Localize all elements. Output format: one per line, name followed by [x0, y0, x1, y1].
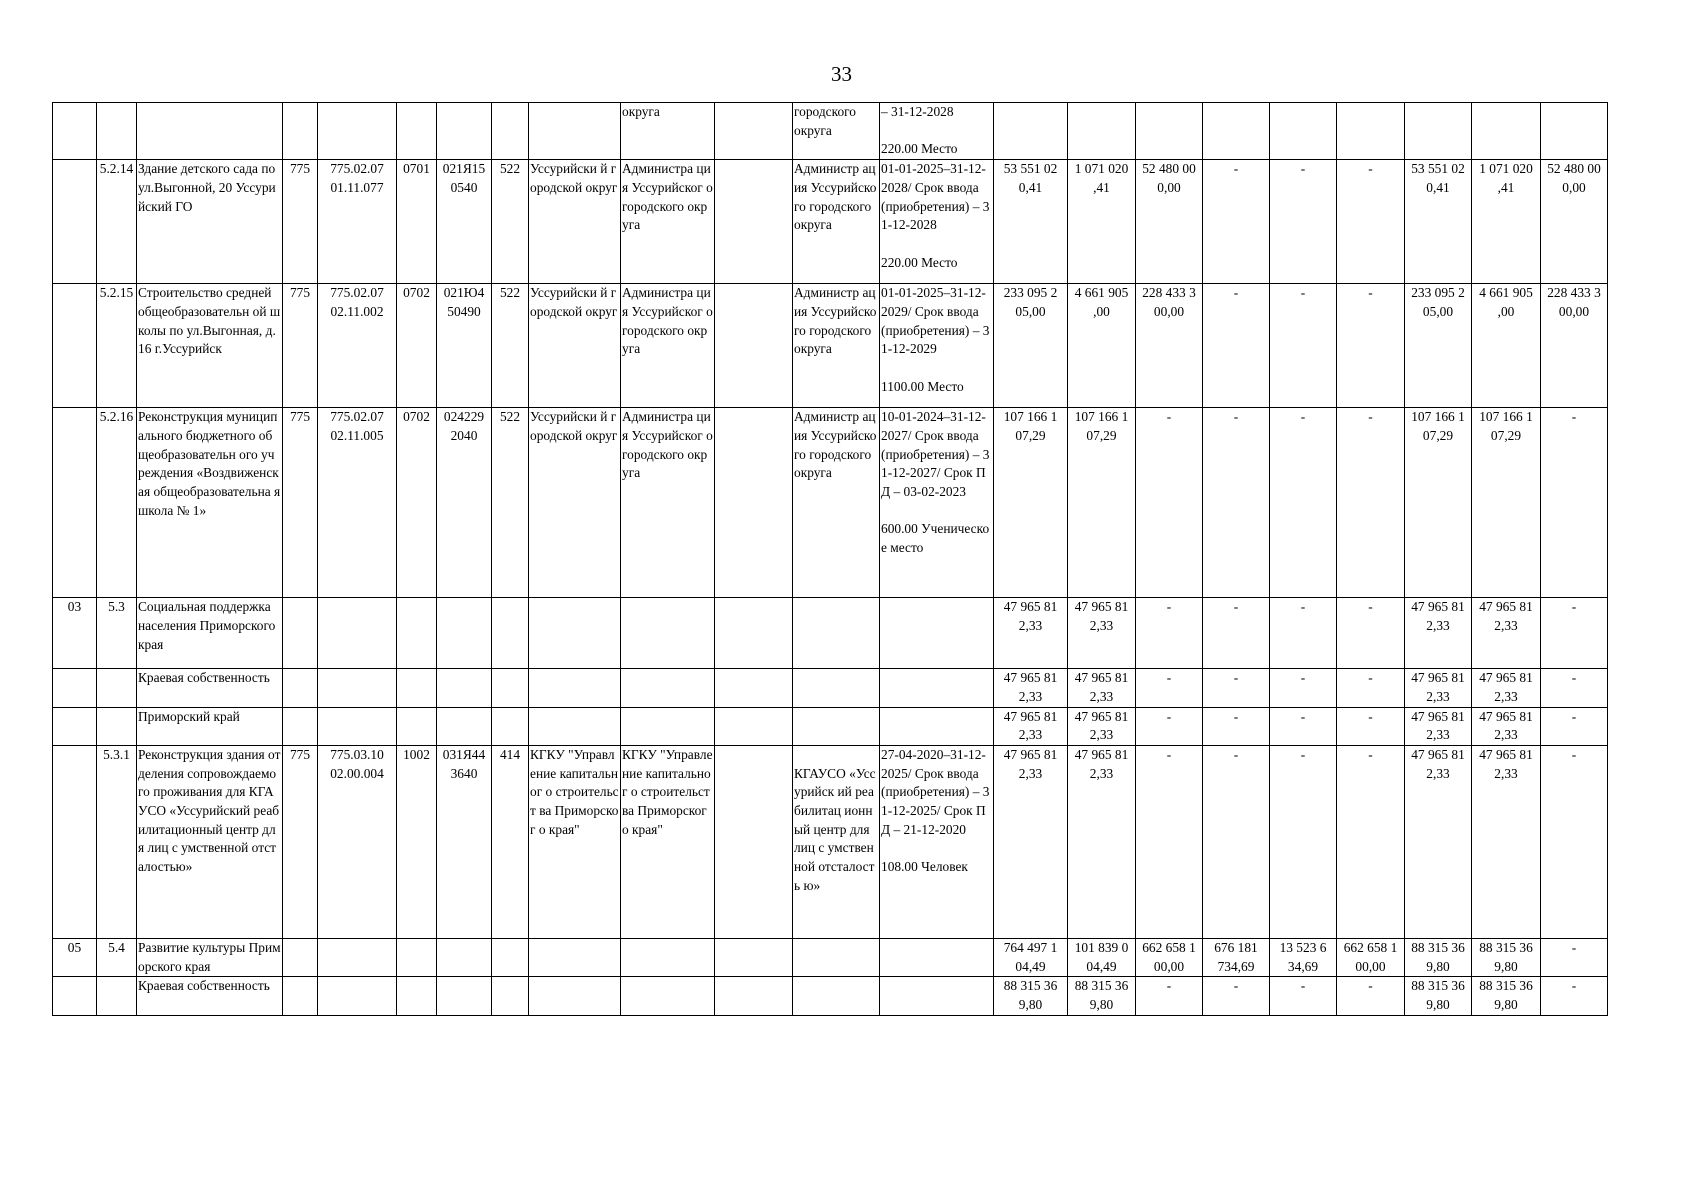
sum-h-cell: - — [1541, 745, 1608, 938]
type-cell — [492, 977, 529, 1015]
sum-g-cell: 47 965 81 2,33 — [1472, 745, 1541, 938]
sum-c-cell: - — [1203, 408, 1270, 598]
owner-cell — [793, 669, 880, 707]
name-cell: Реконструкция здания отделения сопровождаемого проживания для КГАУСО «Уссурийский реабилитационный центр для лиц с умственной отсталостью» — [137, 745, 283, 938]
code-cell — [53, 160, 97, 284]
sum-a-cell: 47 965 81 2,33 — [1068, 707, 1136, 745]
sum-f-cell: 88 315 36 9,80 — [1405, 977, 1472, 1015]
sum-c-cell: - — [1203, 598, 1270, 669]
sum-g-cell: 47 965 81 2,33 — [1472, 707, 1541, 745]
developer-cell: Администра ция Уссурийског о городского округа — [621, 160, 715, 284]
sum-e-cell: - — [1337, 707, 1405, 745]
owner-cell — [793, 977, 880, 1015]
name-cell: Приморский край — [137, 707, 283, 745]
section-cell: 1002 — [397, 745, 437, 938]
sum-d-cell: 13 523 6 34,69 — [1270, 938, 1337, 976]
sum-g-cell: 88 315 36 9,80 — [1472, 938, 1541, 976]
number-cell: 5.2.14 — [97, 160, 137, 284]
sum-d-cell: - — [1270, 707, 1337, 745]
target-cell: 021Ю4 50490 — [437, 284, 492, 408]
table-body — [53, 103, 1608, 1016]
term-cell: 10-01-2024–31-12-2027/ Срок ввода (приобретения) – 31-12-2027/ Срок ПД – 03-02-2023 600.00 Ученическое место — [880, 408, 994, 598]
table-row — [53, 598, 1608, 669]
sum-a-cell: 101 839 0 04,49 — [1068, 938, 1136, 976]
sum-b-cell: - — [1136, 977, 1203, 1015]
code-full-cell: 775.02.07 02.11.005 — [318, 408, 397, 598]
total-cell: 53 551 02 0,41 — [994, 160, 1068, 284]
total-cell: 107 166 1 07,29 — [994, 408, 1068, 598]
grbs-cell — [283, 598, 318, 669]
sum-a-cell: 107 166 1 07,29 — [1068, 408, 1136, 598]
page-number: 33 — [831, 62, 852, 86]
number-cell: 5.3.1 — [97, 745, 137, 938]
empty-cell — [715, 408, 793, 598]
customer-cell — [529, 103, 621, 160]
customer-cell: Уссурийски й городской округ — [529, 284, 621, 408]
owner-cell: Администр ация Уссурийско го городского округа — [793, 284, 880, 408]
table-row — [53, 160, 1608, 284]
customer-cell: КГКУ "Управление капитальног о строительст ва Приморског о края" — [529, 745, 621, 938]
total-cell: 88 315 36 9,80 — [994, 977, 1068, 1015]
code-full-cell — [318, 938, 397, 976]
sum-f-cell: 53 551 02 0,41 — [1405, 160, 1472, 284]
sum-h-cell: - — [1541, 977, 1608, 1015]
sum-b-cell: - — [1136, 598, 1203, 669]
owner-cell: городского округа — [793, 103, 880, 160]
type-cell: 522 — [492, 284, 529, 408]
empty-cell — [715, 707, 793, 745]
sum-c-cell: - — [1203, 977, 1270, 1015]
sum-d-cell: - — [1270, 977, 1337, 1015]
sum-b-cell: 662 658 1 00,00 — [1136, 938, 1203, 976]
sum-e-cell: - — [1337, 598, 1405, 669]
owner-cell: Администр ация Уссурийско го городского округа — [793, 160, 880, 284]
total-cell: 47 965 81 2,33 — [994, 745, 1068, 938]
name-cell: Реконструкция муниципального бюджетного общеобразовательн ого учреждения «Воздвиженская общеобразовательна я школа № 1» — [137, 408, 283, 598]
code-full-cell — [318, 707, 397, 745]
type-cell: 522 — [492, 160, 529, 284]
section-cell: 0702 — [397, 408, 437, 598]
developer-cell: КГКУ "Управление капитальног о строительст ва Приморског о края" — [621, 745, 715, 938]
developer-cell — [621, 938, 715, 976]
sum-h-cell: - — [1541, 707, 1608, 745]
sum-e-cell: - — [1337, 408, 1405, 598]
sum-a-cell: 47 965 81 2,33 — [1068, 598, 1136, 669]
sum-g-cell: 47 965 81 2,33 — [1472, 598, 1541, 669]
sum-h-cell: - — [1541, 408, 1608, 598]
term-cell: 27-04-2020–31-12-2025/ Срок ввода (приобретения) – 31-12-2025/ Срок ПД – 21-12-2020 108.00 Человек — [880, 745, 994, 938]
sum-d-cell — [1270, 103, 1337, 160]
name-cell — [137, 103, 283, 160]
sum-e-cell: - — [1337, 284, 1405, 408]
table-row — [53, 938, 1608, 976]
developer-cell: Администра ция Уссурийског о городского округа — [621, 284, 715, 408]
code-cell — [53, 103, 97, 160]
sum-g-cell: 1 071 020 ,41 — [1472, 160, 1541, 284]
code-cell — [53, 669, 97, 707]
total-cell: 764 497 1 04,49 — [994, 938, 1068, 976]
developer-cell — [621, 598, 715, 669]
grbs-cell: 775 — [283, 160, 318, 284]
sum-f-cell: 88 315 36 9,80 — [1405, 938, 1472, 976]
customer-cell — [529, 669, 621, 707]
sum-f-cell — [1405, 103, 1472, 160]
sum-g-cell — [1472, 103, 1541, 160]
empty-cell — [715, 598, 793, 669]
section-cell — [397, 938, 437, 976]
section-cell: 0701 — [397, 160, 437, 284]
name-cell: Краевая собственность — [137, 977, 283, 1015]
term-cell — [880, 598, 994, 669]
term-cell: 01-01-2025–31-12-2028/ Срок ввода (приобретения) – 31-12-2028 220.00 Место — [880, 160, 994, 284]
sum-f-cell: 47 965 81 2,33 — [1405, 669, 1472, 707]
number-cell: 5.4 — [97, 938, 137, 976]
sum-e-cell: 662 658 1 00,00 — [1337, 938, 1405, 976]
sum-c-cell: - — [1203, 707, 1270, 745]
sum-b-cell — [1136, 103, 1203, 160]
code-cell — [53, 408, 97, 598]
sum-e-cell — [1337, 103, 1405, 160]
developer-cell — [621, 977, 715, 1015]
sum-b-cell: - — [1136, 707, 1203, 745]
sum-b-cell: 228 433 3 00,00 — [1136, 284, 1203, 408]
target-cell — [437, 977, 492, 1015]
code-full-cell — [318, 103, 397, 160]
term-cell — [880, 707, 994, 745]
empty-cell — [715, 669, 793, 707]
type-cell: 522 — [492, 408, 529, 598]
sum-h-cell: 228 433 3 00,00 — [1541, 284, 1608, 408]
table-row — [53, 977, 1608, 1015]
total-cell: 47 965 81 2,33 — [994, 669, 1068, 707]
target-cell — [437, 103, 492, 160]
sum-h-cell: - — [1541, 598, 1608, 669]
type-cell — [492, 707, 529, 745]
customer-cell — [529, 977, 621, 1015]
sum-d-cell: - — [1270, 408, 1337, 598]
sum-f-cell: 47 965 81 2,33 — [1405, 707, 1472, 745]
sum-a-cell: 88 315 36 9,80 — [1068, 977, 1136, 1015]
sum-b-cell: 52 480 00 0,00 — [1136, 160, 1203, 284]
section-cell: 0702 — [397, 284, 437, 408]
table-row — [53, 707, 1608, 745]
term-cell — [880, 669, 994, 707]
table-row — [53, 284, 1608, 408]
sum-f-cell: 233 095 2 05,00 — [1405, 284, 1472, 408]
grbs-cell: 775 — [283, 745, 318, 938]
table-row — [53, 408, 1608, 598]
target-cell: 021Я15 0540 — [437, 160, 492, 284]
name-cell: Строительство средней общеобразовательн ой школы по ул.Выгонная, д.16 г.Уссурийск — [137, 284, 283, 408]
code-cell: 05 — [53, 938, 97, 976]
sum-d-cell: - — [1270, 745, 1337, 938]
owner-cell: Администр ация Уссурийско го городского округа — [793, 408, 880, 598]
table-row — [53, 669, 1608, 707]
number-cell — [97, 669, 137, 707]
code-full-cell — [318, 669, 397, 707]
section-cell — [397, 977, 437, 1015]
grbs-cell — [283, 707, 318, 745]
sum-g-cell: 4 661 905 ,00 — [1472, 284, 1541, 408]
sum-d-cell: - — [1270, 598, 1337, 669]
sum-a-cell — [1068, 103, 1136, 160]
name-cell: Развитие культуры Приморского края — [137, 938, 283, 976]
sum-f-cell: 47 965 81 2,33 — [1405, 598, 1472, 669]
term-cell: – 31-12-2028 220.00 Место — [880, 103, 994, 160]
empty-cell — [715, 103, 793, 160]
sum-h-cell: 52 480 00 0,00 — [1541, 160, 1608, 284]
table-row — [53, 103, 1608, 160]
name-cell: Социальная поддержка населения Приморского края — [137, 598, 283, 669]
term-cell — [880, 977, 994, 1015]
developer-cell — [621, 707, 715, 745]
empty-cell — [715, 977, 793, 1015]
customer-cell — [529, 707, 621, 745]
empty-cell — [715, 938, 793, 976]
sum-e-cell: - — [1337, 977, 1405, 1015]
type-cell — [492, 598, 529, 669]
empty-cell — [715, 745, 793, 938]
code-cell: 03 — [53, 598, 97, 669]
table-row — [53, 745, 1608, 938]
developer-cell — [621, 669, 715, 707]
sum-c-cell: - — [1203, 284, 1270, 408]
term-cell: 01-01-2025–31-12-2029/ Срок ввода (приобретения) – 31-12-2029 1100.00 Место — [880, 284, 994, 408]
target-cell — [437, 598, 492, 669]
empty-cell — [715, 284, 793, 408]
sum-d-cell: - — [1270, 284, 1337, 408]
section-cell — [397, 669, 437, 707]
empty-cell — [715, 160, 793, 284]
code-full-cell: 775.02.07 02.11.002 — [318, 284, 397, 408]
number-cell — [97, 103, 137, 160]
developer-cell: округа — [621, 103, 715, 160]
sum-g-cell: 88 315 36 9,80 — [1472, 977, 1541, 1015]
grbs-cell: 775 — [283, 408, 318, 598]
sum-g-cell: 107 166 1 07,29 — [1472, 408, 1541, 598]
target-cell — [437, 707, 492, 745]
owner-cell — [793, 707, 880, 745]
sum-c-cell: 676 181 734,69 — [1203, 938, 1270, 976]
sum-e-cell: - — [1337, 745, 1405, 938]
sum-c-cell — [1203, 103, 1270, 160]
customer-cell: Уссурийски й городской округ — [529, 160, 621, 284]
section-cell — [397, 598, 437, 669]
type-cell — [492, 938, 529, 976]
sum-a-cell: 47 965 81 2,33 — [1068, 745, 1136, 938]
target-cell: 024229 2040 — [437, 408, 492, 598]
sum-b-cell: - — [1136, 745, 1203, 938]
number-cell — [97, 707, 137, 745]
code-full-cell: 775.03.10 02.00.004 — [318, 745, 397, 938]
sum-c-cell: - — [1203, 745, 1270, 938]
sum-h-cell: - — [1541, 669, 1608, 707]
developer-cell: Администра ция Уссурийског о городского округа — [621, 408, 715, 598]
total-cell: 47 965 81 2,33 — [994, 598, 1068, 669]
number-cell: 5.2.16 — [97, 408, 137, 598]
sum-d-cell: - — [1270, 669, 1337, 707]
customer-cell — [529, 598, 621, 669]
code-full-cell — [318, 598, 397, 669]
customer-cell — [529, 938, 621, 976]
grbs-cell: 775 — [283, 284, 318, 408]
type-cell: 414 — [492, 745, 529, 938]
number-cell — [97, 977, 137, 1015]
grbs-cell — [283, 977, 318, 1015]
customer-cell: Уссурийски й городской округ — [529, 408, 621, 598]
name-cell: Здание детского сада по ул.Выгонной, 20 Уссурийский ГО — [137, 160, 283, 284]
target-cell — [437, 669, 492, 707]
sum-a-cell: 47 965 81 2,33 — [1068, 669, 1136, 707]
total-cell: 233 095 2 05,00 — [994, 284, 1068, 408]
name-cell: Краевая собственность — [137, 669, 283, 707]
section-cell — [397, 707, 437, 745]
owner-cell: КГАУСО «Уссурийск ий реабилитац ионный центр для лиц с умственной отсталость ю» — [793, 745, 880, 938]
term-cell — [880, 938, 994, 976]
sum-e-cell: - — [1337, 160, 1405, 284]
sum-d-cell: - — [1270, 160, 1337, 284]
sum-e-cell: - — [1337, 669, 1405, 707]
sum-f-cell: 107 166 1 07,29 — [1405, 408, 1472, 598]
type-cell — [492, 103, 529, 160]
code-full-cell: 775.02.07 01.11.077 — [318, 160, 397, 284]
sum-a-cell: 1 071 020 ,41 — [1068, 160, 1136, 284]
code-cell — [53, 707, 97, 745]
grbs-cell — [283, 669, 318, 707]
code-cell — [53, 745, 97, 938]
grbs-cell — [283, 103, 318, 160]
total-cell: 47 965 81 2,33 — [994, 707, 1068, 745]
budget-table — [52, 102, 1608, 1016]
number-cell: 5.2.15 — [97, 284, 137, 408]
total-cell — [994, 103, 1068, 160]
code-cell — [53, 977, 97, 1015]
owner-cell — [793, 938, 880, 976]
target-cell — [437, 938, 492, 976]
sum-c-cell: - — [1203, 160, 1270, 284]
number-cell: 5.3 — [97, 598, 137, 669]
grbs-cell — [283, 938, 318, 976]
sum-b-cell: - — [1136, 408, 1203, 598]
sum-g-cell: 47 965 81 2,33 — [1472, 669, 1541, 707]
sum-h-cell: - — [1541, 938, 1608, 976]
sum-a-cell: 4 661 905 ,00 — [1068, 284, 1136, 408]
sum-b-cell: - — [1136, 669, 1203, 707]
sum-c-cell: - — [1203, 669, 1270, 707]
code-cell — [53, 284, 97, 408]
section-cell — [397, 103, 437, 160]
target-cell: 031Я44 3640 — [437, 745, 492, 938]
code-full-cell — [318, 977, 397, 1015]
sum-f-cell: 47 965 81 2,33 — [1405, 745, 1472, 938]
sum-h-cell — [1541, 103, 1608, 160]
type-cell — [492, 669, 529, 707]
owner-cell — [793, 598, 880, 669]
